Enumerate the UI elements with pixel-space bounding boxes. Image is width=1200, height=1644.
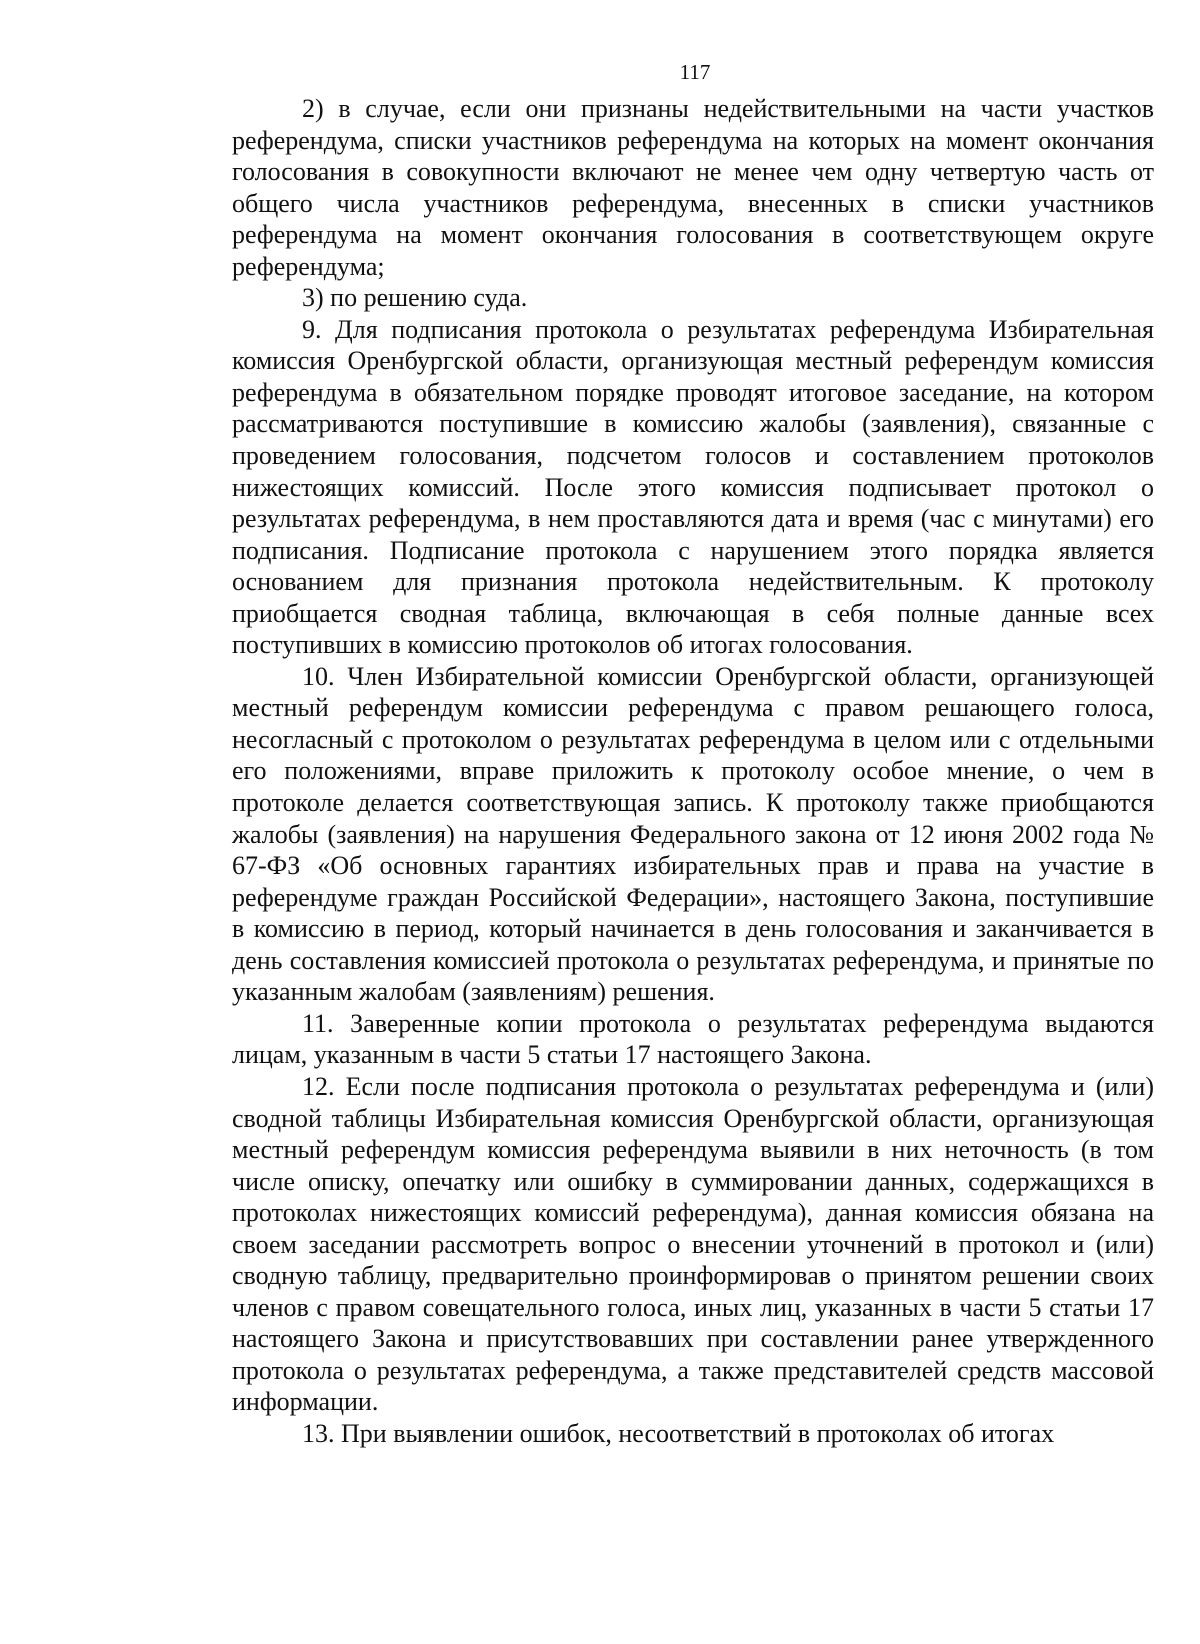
- paragraph-section-10: 10. Член Избирательной комиссии Оренбургской области, организующей местный референдум комиссии референдума с правом решающего голоса, несогласный с протоколом о результатах референдума в целом или с отдельными его положениями, вправе приложить к протоколу особое мнение, о чем в протоколе делается соответствующая запись. К протоколу также приобщаются жалобы (заявления) на нарушения Федерального закона от 12 июня 2002 года № 67-ФЗ «Об основных гарантиях избирательных прав и права на участие в референдуме граждан Российской Федерации», настоящего Закона, поступившие в комиссию в период, который начинается в день голосования и заканчивается в день составления комиссией протокола о результатах референдума, и принятые по указанным жалобам (заявлениям) решения.: [232, 661, 1154, 1007]
- paragraph-section-13: 13. При выявлении ошибок, несоответствий в протоколах об итогах: [302, 1418, 1055, 1448]
- page-number: 117: [679, 60, 711, 84]
- paragraph-section-9: 9. Для подписания протокола о результатах референдума Избирательная комиссия Оренбургской области, организующая местный референдум комиссия референдума в обязательном порядке проводят итоговое заседание, на котором рассматриваются поступившие в комиссию жалобы (заявления), связанные с проведением голосования, подсчетом голосов и составлением протоколов нижестоящих комиссий. После этого комиссия подписывает протокол о результатах референдума, в нем проставляются дата и время (час с минутами) его подписания. Подписание протокола с нарушением этого порядка является основанием для признания протокола недействительным. К протоколу приобщается сводная таблица, включающая в себя полные данные всех поступивших в комиссию протоколов об итогах голосования.: [232, 314, 1154, 660]
- paragraph-section-11: 11. Заверенные копии протокола о результатах референдума выдаются лицам, указанным в части 5 статьи 17 настоящего Закона.: [232, 1008, 1154, 1070]
- document-body: [232, 93, 1154, 1450]
- paragraph-item-3: 3) по решению суда.: [302, 283, 528, 313]
- paragraph-section-12: 12. Если после подписания протокола о результатах референдума и (или) сводной таблицы Избирательная комиссия Оренбургской области, организующая местный референдум комиссия референдума выявили в них неточность (в том числе описку, опечатку или ошибку в суммировании данных, содержащихся в протоколах нижестоящих комиссий референдума), данная комиссия обязана на своем заседании рассмотреть вопрос о внесении уточнений в протокол и (или) сводную таблицу, предварительно проинформировав о принятом решении своих членов с правом совещательного голоса, иных лиц, указанных в части 5 статьи 17 настоящего Закона и присутствовавших при составлении ранее утвержденного протокола о результатах референдума, а также представителей средств массовой информации.: [232, 1071, 1154, 1417]
- paragraph-item-2: 2) в случае, если они признаны недействительными на части участков референдума, списки участников референдума на которых на момент окончания голосования в совокупности включают не менее чем одну четвертую часть от общего числа участников референдума, внесенных в списки участников референдума на момент окончания голосования в соответствующем округе референдума;: [232, 94, 1154, 281]
